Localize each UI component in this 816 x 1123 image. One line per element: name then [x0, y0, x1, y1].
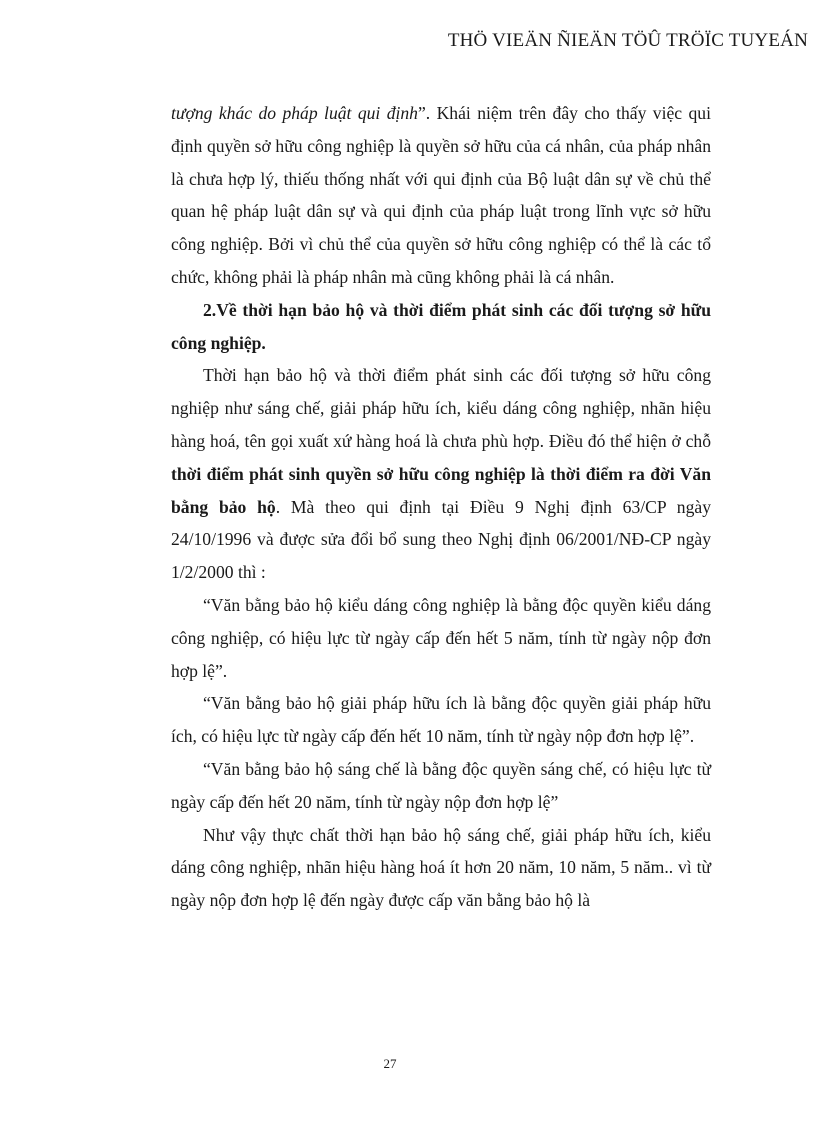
quote-design: “Văn bằng bảo hộ kiểu dáng công nghiệp là bằng độc quyền kiểu dáng công nghiệp, có hiệu lực từ ngày cấp đến hết 5 năm, tính từ ngày nộp đơn hợp lệ”. — [171, 594, 711, 681]
paragraph-2-bold: thời điểm phát sinh quyền sở hữu công nghiệp là thời điểm ra đời Văn bằng bảo hộ — [171, 463, 711, 517]
italic-quote-end: tượng khác do pháp luật qui định — [171, 103, 418, 123]
paragraph-2-after: . Mà theo qui định tại Điều 9 Nghị định 63/CP ngày 24/10/1996 và được sửa đổi bổ sung theo Nghị định 06/2001/NĐ-CP ngày 1/2/2000 thì : — [171, 496, 711, 583]
paragraph-2 — [171, 359, 711, 589]
section-heading: 2.Về thời hạn bảo hộ và thời điểm phát sinh các đối tượng sở hữu công nghiệp. — [171, 299, 711, 353]
paragraph-conclusion: Như vậy thực chất thời hạn bảo hộ sáng chế, giải pháp hữu ích, kiểu dáng công nghiệp, nhãn hiệu hàng hoá ít hơn 20 năm, 10 năm, 5 năm.. vì từ ngày nộp đơn hợp lệ đến ngày được cấp văn bằng bảo hộ là — [171, 824, 711, 911]
document-body — [171, 97, 711, 917]
paragraph-2-before: Thời hạn bảo hộ và thời điểm phát sinh các đối tượng sở hữu công nghiệp như sáng chế, giải pháp hữu ích, kiểu dáng công nghiệp, nhãn hiệu hàng hoá, tên gọi xuất xứ hàng hoá là chưa phù hợp. Điều đó thể hiện ở chỗ — [171, 365, 711, 451]
paragraph-1-text: ”. Khái niệm trên đây cho thấy việc qui định quyền sở hữu công nghiệp là quyền sở hữu của cá nhân, của pháp nhân là chưa hợp lý, thiếu thống nhất với qui định của Bộ luật dân sự về chủ thể quan hệ pháp luật dân sự và qui định của pháp luật trong lĩnh vực sở hữu công nghiệp. Bởi vì chủ thể của quyền sở hữu công nghiệp có thể là các tổ chức, không phải là pháp nhân mà cũng không phải là cá nhân. — [171, 103, 711, 287]
paragraph-1 — [171, 97, 711, 294]
page-number: 27 — [383, 1056, 397, 1071]
quote-invention: “Văn bằng bảo hộ sáng chế là bằng độc quyền sáng chế, có hiệu lực từ ngày cấp đến hết 20 năm, tính từ ngày nộp đơn hợp lệ” — [171, 758, 711, 812]
quote-utility-solution: “Văn bằng bảo hộ giải pháp hữu ích là bằng độc quyền giải pháp hữu ích, có hiệu lực từ ngày cấp đến hết 10 năm, tính từ ngày nộp đơn hợp lệ”. — [171, 693, 711, 747]
document-header: THÖ VIEÄN ÑIEÄN TÖÛ TRÖÏC TUYEÁN — [447, 30, 808, 51]
